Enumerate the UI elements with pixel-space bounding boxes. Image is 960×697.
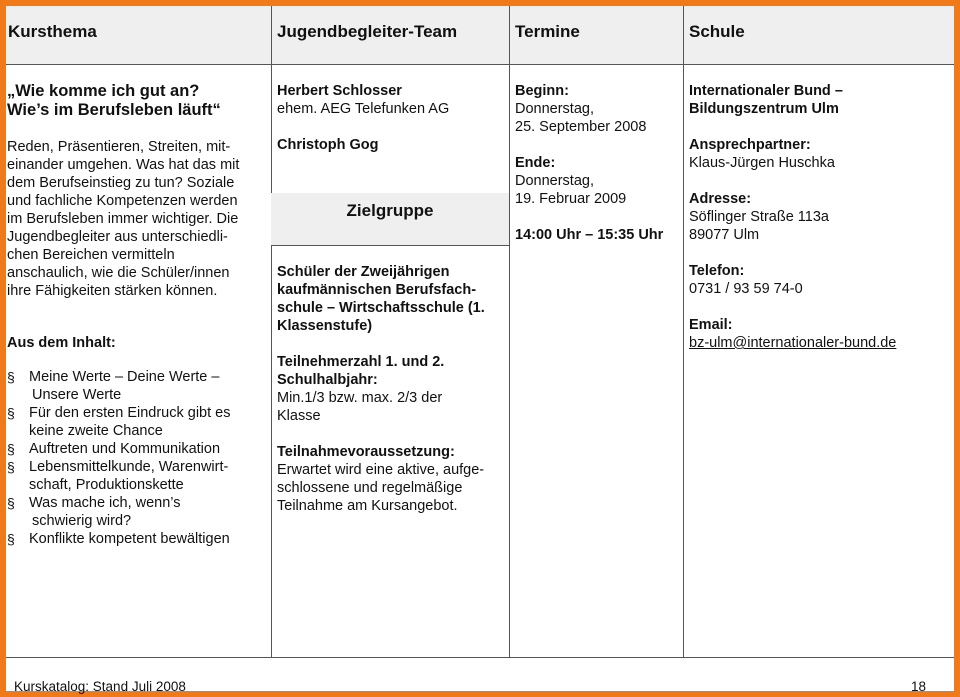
table-bottom-line xyxy=(6,657,954,658)
course-time: 14:00 Uhr – 15:35 Uhr xyxy=(515,227,664,243)
course-title-line2: Wie’s im Berufsleben läuft“ xyxy=(7,101,221,119)
school-name: Internationaler Bund – xyxy=(689,83,843,99)
target-line: kaufmännischen Berufsfach- xyxy=(277,282,477,298)
zielgruppe-bottom-divider xyxy=(271,245,509,246)
content-bullet-list xyxy=(7,368,269,548)
target-line: schule – Wirtschaftsschule (1. xyxy=(277,300,485,316)
section-bullet-icon: § xyxy=(7,531,15,547)
column-divider xyxy=(271,6,272,657)
zielgruppe-heading: Zielgruppe xyxy=(271,193,509,245)
kursthema-cell xyxy=(7,82,269,548)
team-cell xyxy=(277,82,505,154)
column-divider xyxy=(509,6,510,657)
participants-heading: Teilnehmerzahl 1. und 2. xyxy=(277,354,445,370)
bullet-line: Für den ersten Eindruck gibt es xyxy=(29,405,231,421)
column-divider xyxy=(683,6,684,657)
description-line: anschaulich, wie die Schüler/innen xyxy=(7,265,230,281)
description-line: und fachliche Kompetenzen werden xyxy=(7,193,238,209)
start-date: 25. September 2008 xyxy=(515,119,647,135)
end-date: 19. Februar 2009 xyxy=(515,191,627,207)
contact-label: Ansprechpartner: xyxy=(689,137,811,153)
requirement-line: Teilnahme am Kursangebot. xyxy=(277,498,458,514)
course-description xyxy=(7,138,269,300)
bullet-line: Konflikte kompetent bewältigen xyxy=(29,531,230,547)
header-schule: Schule xyxy=(689,22,745,41)
description-line: einander umgehen. Was hat das mit xyxy=(7,157,240,173)
bullet-line: Auftreten und Kommunikation xyxy=(29,441,221,457)
participants-value: Klasse xyxy=(277,408,321,424)
header-kursthema: Kursthema xyxy=(8,22,97,41)
contact-name: Klaus-Jürgen Huschka xyxy=(689,155,835,171)
team-member-name: Herbert Schlosser xyxy=(277,83,402,99)
bullet-line: Meine Werte – Deine Werte – xyxy=(29,369,220,385)
list-item xyxy=(7,458,269,494)
end-label: Ende: xyxy=(515,155,556,171)
list-item xyxy=(7,530,269,548)
page-number: 18 xyxy=(910,679,926,694)
description-line: dem Berufseinstieg zu tun? Soziale xyxy=(7,175,235,191)
description-line: Jugendbegleiter aus unterschiedli- xyxy=(7,229,228,245)
team-member-org: ehem. AEG Telefunken AG xyxy=(277,101,450,117)
bullet-line: Was mache ich, wenn’s xyxy=(29,495,181,511)
course-title-line1: „Wie komme ich gut an? xyxy=(7,82,200,100)
participants-value: Min.1/3 bzw. max. 2/3 der xyxy=(277,390,443,406)
bullet-line: Lebensmittelkunde, Warenwirt- xyxy=(29,459,229,475)
header-team: Jugendbegleiter-Team xyxy=(277,22,458,41)
start-day: Donnerstag, xyxy=(515,101,594,117)
phone-label: Telefon: xyxy=(689,263,745,279)
school-name: Bildungszentrum Ulm xyxy=(689,101,839,117)
start-label: Beginn: xyxy=(515,83,569,99)
list-item xyxy=(7,368,269,404)
requirement-heading: Teilnahmevoraussetzung: xyxy=(277,444,455,460)
bullet-line: schaft, Produktionskette xyxy=(29,477,184,493)
bullet-line: keine zweite Chance xyxy=(29,423,163,439)
inhalt-heading: Aus dem Inhalt: xyxy=(7,335,116,351)
description-line: Reden, Präsentieren, Streiten, mit- xyxy=(7,139,231,155)
participants-heading: Schulhalbjahr: xyxy=(277,372,378,388)
section-bullet-icon: § xyxy=(7,459,15,475)
address-label: Adresse: xyxy=(689,191,752,207)
requirement-line: schlossene und regelmäßige xyxy=(277,480,463,496)
header-termine: Termine xyxy=(515,22,580,41)
description-line: chen Bereichen vermitteln xyxy=(7,247,175,263)
footer-text: Kurskatalog: Stand Juli 2008 xyxy=(14,679,186,694)
zielgruppe-cell xyxy=(277,263,505,515)
list-item xyxy=(7,440,269,458)
header-divider xyxy=(6,64,954,65)
description-line: im Berufsleben immer wichtiger. Die xyxy=(7,211,239,227)
description-line: ihre Fähigkeiten stärken können. xyxy=(7,283,218,299)
section-bullet-icon: § xyxy=(7,369,15,385)
schule-cell xyxy=(689,82,951,352)
section-bullet-icon: § xyxy=(7,405,15,421)
bullet-line: schwierig wird? xyxy=(32,513,132,529)
email-label: Email: xyxy=(689,317,733,333)
email-link[interactable]: bz-ulm@internationaler-bund.de xyxy=(689,335,897,351)
target-line: Schüler der Zweijährigen xyxy=(277,264,450,280)
address-street: Söflinger Straße 113a xyxy=(689,209,829,225)
requirement-line: Erwartet wird eine aktive, aufge- xyxy=(277,462,485,478)
target-line: Klassenstufe) xyxy=(277,318,373,334)
termine-cell xyxy=(515,82,681,244)
address-city: 89077 Ulm xyxy=(689,227,760,243)
bullet-line: Unsere Werte xyxy=(32,387,122,403)
end-day: Donnerstag, xyxy=(515,173,594,189)
list-item xyxy=(7,494,269,530)
team-member-name: Christoph Gog xyxy=(277,137,379,153)
list-item xyxy=(7,404,269,440)
section-bullet-icon: § xyxy=(7,495,15,511)
phone-number: 0731 / 93 59 74-0 xyxy=(689,281,803,297)
section-bullet-icon: § xyxy=(7,441,15,457)
